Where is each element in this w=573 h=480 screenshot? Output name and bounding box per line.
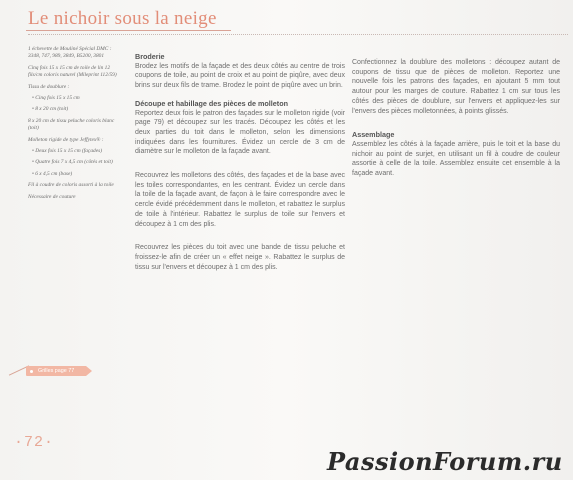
instructions-column-1: [135, 52, 345, 280]
paragraph: Recouvrez les molletons des côtés, des façades et de la base avec les toiles correspondantes, en les centrant. Évidez un cercle dans la toile de la façade avant, de façon à le faire correspondre avec le cercle évidé précédemment dans le molleton, et rabattez le surplus de toile à l'intérieur. Rabattez le surplus de toile sur l'envers et découpez à 1 cm des plis.: [135, 172, 345, 228]
tag-hole-icon: [30, 370, 33, 373]
paragraph: Assemblez les côtés à la façade arrière, puis le toit et la base du nichoir au point de surjet, en utilisant un fil à coudre de couleur assortie à celle de la toile. Assemblez ensuite cet ensemble à la façade avant.: [352, 140, 560, 178]
instructions-column-2: [352, 58, 560, 187]
page-number: ·72·: [14, 434, 55, 451]
material-item: • 8 x 20 cm (toit): [32, 106, 69, 113]
material-item: 8 x 20 cm de tissu peluche coloris blanc (toit): [28, 117, 115, 132]
material-item: • 6 x 4,5 cm (base): [32, 170, 73, 177]
material-item: • Cinq fois 15 x 15 cm: [32, 95, 80, 102]
material-item: Nécessaire de couture: [28, 193, 76, 200]
watermark: PassionForum.ru: [327, 447, 563, 476]
paragraph: Confectionnez la doublure des molletons : découpez autant de coupons de tissu que de pièces de molleton. Reportez une nouvelle fois les patrons des façades, en ajoutant 5 mm tout autour pour les marges de couture. Rabattez 1 cm sur tous les côtés des pièces de doublure, sur l'envers et appliquez-les sur l'envers des pièces molletonnées, à points glissés.: [352, 59, 560, 115]
material-item: • Deux fois 15 x 15 cm (façades): [32, 148, 102, 155]
materials-sidebar: [28, 46, 120, 205]
tag-label: Grilles page 77: [38, 368, 75, 374]
paragraph: Recouvrez les pièces du toit avec une bande de tissu peluche et froissez-le afin de créer un « effet neige ». Rabattez le surplus de tissu sur l'envers et découpez à 1 cm des plis.: [135, 244, 345, 271]
page-title: Le nichoir sous la neige: [28, 8, 217, 29]
paragraph: Reportez deux fois le patron des façades sur le molleton rigide (voir page 79) et découpez sur les tracés. Découpez les côtés et les deux parties du toit dans le molleton, selon les dimensions indiquées dans les fournitures. Évidez un cercle de 3 cm de diamètre sur le molleton de la façade avant.: [135, 109, 345, 156]
section-heading-broderie: Broderie: [135, 52, 165, 61]
material-item: Fil à coudre de coloris assorti à la toile: [28, 182, 114, 189]
material-item: • Quatre fois 7 x 4,5 cm (côtés et toit): [32, 159, 113, 166]
material-item: Tissu de doublure :: [28, 83, 70, 90]
material-item: Molleton rigide de type Jeffytex® :: [28, 136, 104, 143]
section-heading-decoupe: Découpe et habillage des pièces de molleton: [135, 98, 288, 108]
title-underline: [26, 30, 231, 31]
section-heading-assemblage: Assemblage: [352, 130, 395, 140]
material-item: Cinq fois 15 x 15 cm de toile de lin 12 fils/cm coloris naturel (Mileprint 112/59): [28, 64, 117, 79]
material-item: 1 échevette de Mouliné Spécial DMC : 3348, 747, 989, 3849, B5200, 3801: [28, 46, 112, 60]
grid-reference-tag: [26, 366, 86, 376]
dotted-divider: [28, 34, 568, 35]
paragraph: Brodez les motifs de la façade et des deux côtés au centre de trois coupons de toile, au point de croix et au point de piqûre, avec deux brins sur deux fils de trame. Brodez le point de piqûre avec un brin.: [135, 62, 345, 90]
